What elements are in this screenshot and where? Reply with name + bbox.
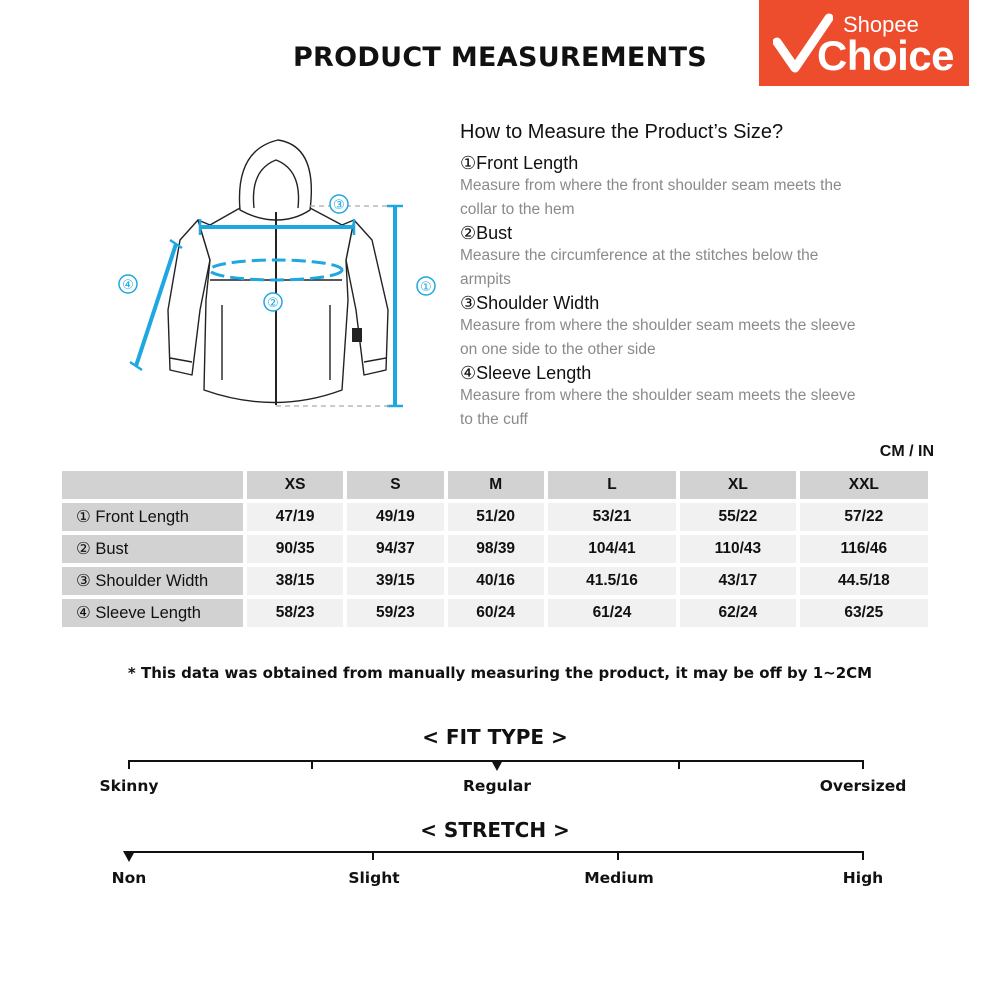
measure-desc: Measure from where the shoulder seam meets the sleeve to the cuff <box>460 387 856 428</box>
table-row <box>62 503 928 531</box>
row-label: ③ Shoulder Width <box>62 567 243 595</box>
label-4: ④ <box>122 278 134 293</box>
measure-desc: Measure from where the front shoulder seam meets the collar to the hem <box>460 177 842 218</box>
fit-type-tick <box>128 760 130 769</box>
table-cell: 39/15 <box>347 567 443 595</box>
size-header: M <box>448 471 544 499</box>
table-cell: 51/20 <box>448 503 544 531</box>
badge-brand-small: Shopee <box>843 12 919 37</box>
measure-title: ③Shoulder Width <box>460 293 600 313</box>
size-chart-table <box>58 467 932 631</box>
table-cell: 40/16 <box>448 567 544 595</box>
how-to-heading: How to Measure the Product’s Size? <box>460 121 784 143</box>
table-corner <box>62 471 243 499</box>
table-cell: 38/15 <box>247 567 343 595</box>
measure-title: ④Sleeve Length <box>460 363 592 383</box>
table-cell: 59/23 <box>347 599 443 627</box>
right-sleeve <box>346 220 388 375</box>
stretch-tick <box>617 851 619 860</box>
row-label: ② Bust <box>62 535 243 563</box>
stretch-marker <box>123 851 135 862</box>
measure-item-shoulder-width <box>460 292 940 361</box>
measure-item-sleeve-length <box>460 362 940 431</box>
size-header: S <box>347 471 443 499</box>
stretch-tick <box>862 851 864 860</box>
units-label: CM / IN <box>879 443 934 460</box>
table-cell: 110/43 <box>680 535 796 563</box>
table-cell: 60/24 <box>448 599 544 627</box>
stretch-title: < STRETCH > <box>420 818 570 842</box>
measure-item-front-length <box>460 152 940 221</box>
fit-type-tick <box>862 760 864 769</box>
table-cell: 44.5/18 <box>800 567 928 595</box>
stretch-label-high: High <box>842 869 884 887</box>
fit-type-tick <box>311 760 313 769</box>
table-cell: 116/46 <box>800 535 928 563</box>
measurement-note: * This data was obtained from manually measuring the product, it may be off by 1~2CM <box>127 664 873 682</box>
table-cell: 57/22 <box>800 503 928 531</box>
fit-type-marker <box>491 760 503 771</box>
table-row <box>62 599 928 627</box>
stretch-label-medium: Medium <box>584 869 654 887</box>
table-cell: 47/19 <box>247 503 343 531</box>
table-cell: 63/25 <box>800 599 928 627</box>
badge-brand-big: Choice <box>817 32 955 79</box>
measure-item-bust <box>460 222 940 291</box>
size-header: XL <box>680 471 796 499</box>
table-cell: 41.5/16 <box>548 567 676 595</box>
size-header: XS <box>247 471 343 499</box>
table-cell: 53/21 <box>548 503 676 531</box>
table-cell: 94/37 <box>347 535 443 563</box>
table-row <box>62 535 928 563</box>
measure-title: ②Bust <box>460 223 513 243</box>
stretch-scale-line <box>128 851 864 853</box>
row-label: ① Front Length <box>62 503 243 531</box>
fit-label-skinny: Skinny <box>99 777 159 795</box>
row-label: ④ Sleeve Length <box>62 599 243 627</box>
page-title: PRODUCT MEASUREMENTS <box>292 42 708 73</box>
table-row <box>62 567 928 595</box>
size-header: XXL <box>800 471 928 499</box>
shopee-choice-badge <box>759 0 969 86</box>
table-cell: 49/19 <box>347 503 443 531</box>
table-cell: 98/39 <box>448 535 544 563</box>
table-cell: 58/23 <box>247 599 343 627</box>
table-cell: 104/41 <box>548 535 676 563</box>
measure-desc: Measure the circumference at the stitches below the armpits <box>460 247 819 288</box>
label-2: ② <box>267 296 279 311</box>
table-cell: 62/24 <box>680 599 796 627</box>
size-header: L <box>548 471 676 499</box>
table-cell: 43/17 <box>680 567 796 595</box>
table-header-row <box>62 471 928 499</box>
stretch-label-slight: Slight <box>348 869 400 887</box>
how-to-measure <box>460 121 940 432</box>
fit-type-title: < FIT TYPE > <box>422 725 568 749</box>
hoodie-diagram <box>110 130 450 420</box>
label-3: ③ <box>333 198 345 213</box>
stretch-tick <box>372 851 374 860</box>
fit-label-regular: Regular <box>463 777 531 795</box>
table-cell: 90/35 <box>247 535 343 563</box>
fit-label-oversized: Oversized <box>819 777 907 795</box>
label-1: ① <box>420 280 432 295</box>
fit-type-tick <box>678 760 680 769</box>
table-cell: 61/24 <box>548 599 676 627</box>
table-cell: 55/22 <box>680 503 796 531</box>
measure-title: ①Front Length <box>460 153 579 173</box>
stretch-label-non: Non <box>111 869 147 887</box>
measure-desc: Measure from where the shoulder seam meets the sleeve on one side to the other side <box>460 317 856 358</box>
